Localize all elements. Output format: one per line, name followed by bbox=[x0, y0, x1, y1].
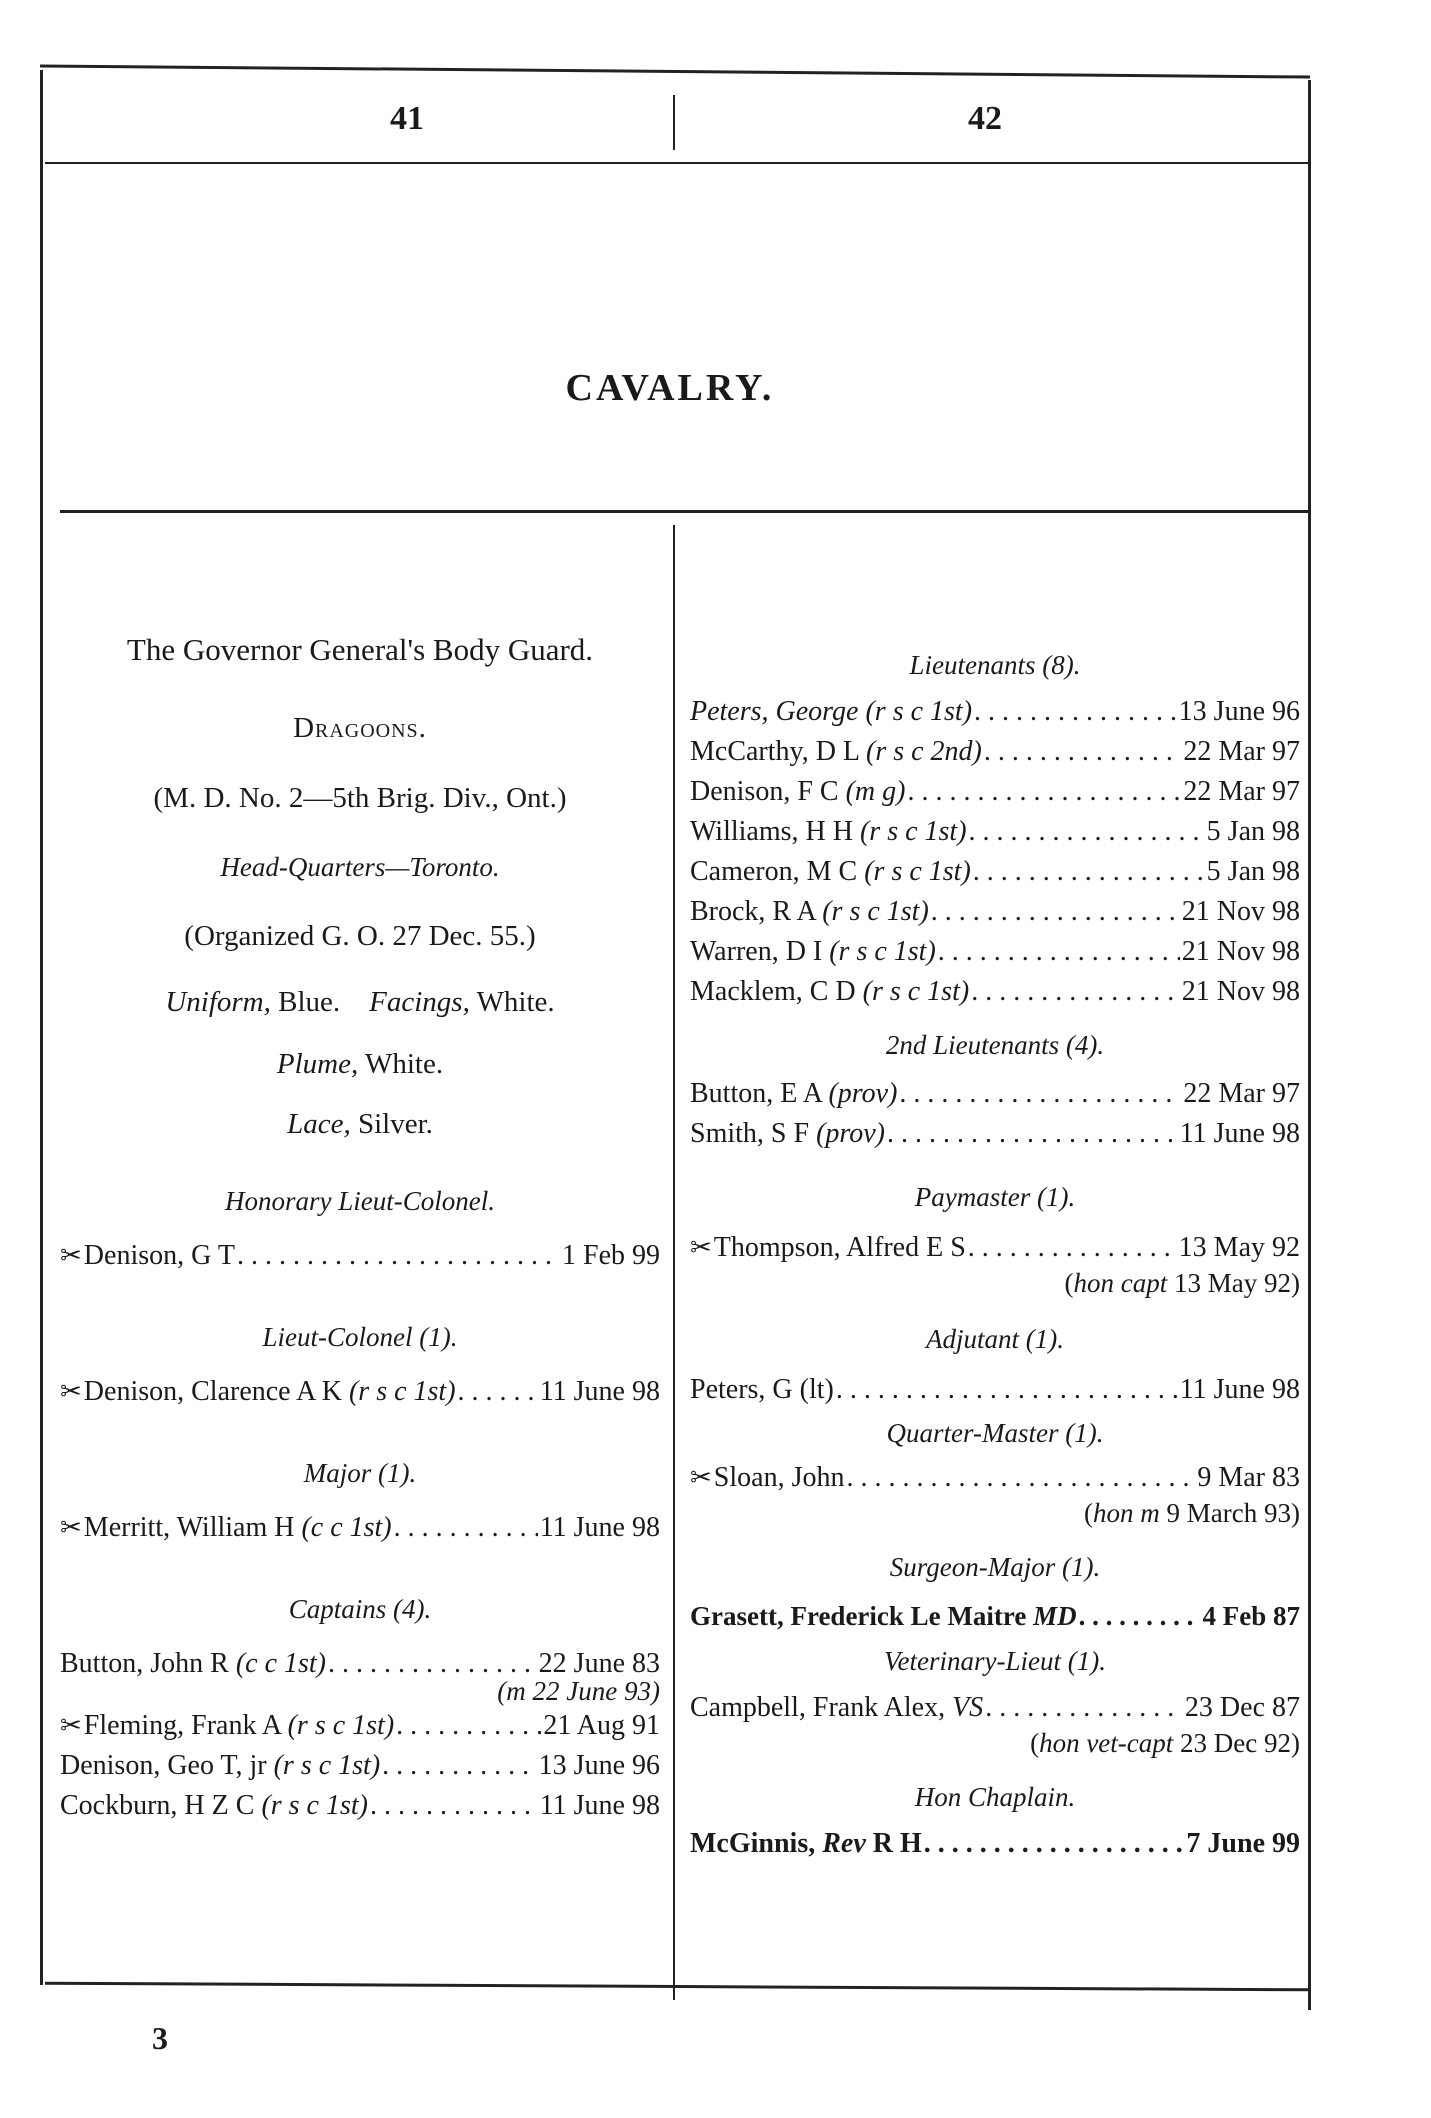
entry-date: 23 Dec 87 bbox=[1184, 1692, 1300, 1723]
entry-row bbox=[60, 1746, 660, 1786]
paymaster-heading: Paymaster (1). bbox=[914, 1182, 1076, 1212]
entry-row bbox=[690, 1688, 1300, 1728]
leader-dots bbox=[836, 1370, 1178, 1410]
entry-date: 22 Mar 97 bbox=[1183, 776, 1300, 807]
entry-name: Warren, D I (r s c 1st) bbox=[690, 936, 936, 967]
scissors-icon: ✂ bbox=[60, 1241, 82, 1270]
entry-name: Button, E A (prov) bbox=[690, 1078, 898, 1109]
entry-name: Denison, Geo T, jr (r s c 1st) bbox=[60, 1750, 381, 1781]
leader-dots bbox=[458, 1372, 538, 1412]
entry-date: 7 June 99 bbox=[1186, 1828, 1300, 1859]
entry-name: Cockburn, H Z C (r s c 1st) bbox=[60, 1790, 368, 1821]
leader-dots bbox=[370, 1786, 538, 1826]
entry-row bbox=[690, 772, 1300, 812]
scissors-icon: ✂ bbox=[60, 1711, 82, 1740]
captains-heading: Captains (4). bbox=[288, 1594, 432, 1624]
entry-name: ✂Thompson, Alfred E S bbox=[690, 1232, 966, 1263]
entry-name: ✂Merritt, William H (c c 1st) bbox=[60, 1512, 392, 1543]
entry-row bbox=[690, 1370, 1300, 1410]
entry-name: Denison, F C (m g) bbox=[690, 776, 906, 807]
entry-name: ✂Fleming, Frank A (r s c 1st) bbox=[60, 1710, 395, 1741]
entry-row bbox=[690, 812, 1300, 852]
lace-label: Lace, bbox=[287, 1108, 351, 1140]
page-number-left: 41 bbox=[390, 100, 424, 137]
entry-row bbox=[60, 1508, 660, 1548]
entry-row bbox=[690, 972, 1300, 1012]
leader-dots bbox=[887, 1114, 1178, 1154]
chaplain-heading: Hon Chaplain. bbox=[914, 1782, 1076, 1812]
district: (M. D. No. 2—5th Brig. Div., Ont.) bbox=[153, 782, 567, 814]
entry-name: Button, John R (c c 1st) bbox=[60, 1648, 326, 1679]
entry-name: Peters, George (r s c 1st) bbox=[690, 696, 973, 727]
entry-row bbox=[690, 692, 1300, 732]
plume-label: Plume, bbox=[276, 1048, 359, 1080]
entry-name: Cameron, M C (r s c 1st) bbox=[690, 856, 971, 887]
plume-value: White. bbox=[364, 1048, 444, 1080]
entry-row bbox=[690, 1596, 1300, 1636]
facings-value: White. bbox=[476, 986, 555, 1018]
entry-row bbox=[690, 732, 1300, 772]
leader-dots bbox=[394, 1508, 538, 1548]
entry-name: ✂Sloan, John bbox=[690, 1462, 845, 1493]
uniform-label: Uniform, bbox=[165, 986, 271, 1018]
frame-left-rule bbox=[40, 70, 43, 1985]
section-title: CAVALRY. bbox=[565, 367, 775, 409]
adjutant-heading: Adjutant (1). bbox=[926, 1324, 1064, 1354]
entry-row bbox=[690, 1074, 1300, 1114]
entry-date: 13 June 96 bbox=[1178, 696, 1300, 727]
entry-date: 11 June 98 bbox=[1179, 1118, 1300, 1149]
entry-name: Smith, S F (prov) bbox=[690, 1118, 885, 1149]
lace-line bbox=[60, 1106, 660, 1142]
leader-dots bbox=[968, 1228, 1177, 1268]
leader-dots bbox=[985, 1688, 1183, 1728]
entry-note: (hon vet-capt 23 Dec 92) bbox=[1030, 1728, 1300, 1758]
entry-date: 22 Mar 97 bbox=[1183, 1078, 1300, 1109]
surgeon-heading: Surgeon-Major (1). bbox=[889, 1552, 1101, 1582]
entry-date: 11 June 98 bbox=[539, 1376, 660, 1407]
leader-dots bbox=[907, 772, 1181, 812]
quartermaster-heading: Quarter-Master (1). bbox=[886, 1418, 1104, 1448]
right-column bbox=[690, 648, 1300, 1864]
entry-row bbox=[690, 932, 1300, 972]
lace-value: Silver. bbox=[357, 1108, 433, 1140]
headquarters: Head-Quarters—Toronto. bbox=[220, 852, 500, 882]
entry-date: 9 Mar 83 bbox=[1197, 1462, 1300, 1493]
entry-row bbox=[690, 1114, 1300, 1154]
lieutenants-heading: Lieutenants (8). bbox=[909, 650, 1081, 680]
entry-row bbox=[690, 1824, 1300, 1864]
leader-dots bbox=[931, 892, 1180, 932]
leader-dots bbox=[973, 852, 1205, 892]
entry-date: 22 June 83 bbox=[538, 1648, 660, 1679]
leader-dots bbox=[974, 692, 1177, 732]
entry-note: (m 22 June 93) bbox=[497, 1676, 660, 1706]
leader-dots bbox=[899, 1074, 1181, 1114]
unit-name: The Governor General's Body Guard. bbox=[126, 632, 594, 667]
entry-name: McGinnis, Rev R H bbox=[690, 1828, 922, 1859]
uniform-value: Blue. bbox=[278, 986, 341, 1018]
entry-name: ✂Denison, G T bbox=[60, 1240, 235, 1271]
entry-date: 11 June 98 bbox=[539, 1790, 660, 1821]
leader-dots bbox=[237, 1236, 560, 1276]
entry-row bbox=[60, 1786, 660, 1826]
leader-dots bbox=[924, 1824, 1185, 1864]
veterinary-heading: Veterinary-Lieut (1). bbox=[884, 1646, 1106, 1676]
facings-label: Facings, bbox=[369, 986, 470, 1018]
entry-note: (hon m 9 March 93) bbox=[1084, 1498, 1300, 1528]
entry-date: 11 June 98 bbox=[539, 1512, 660, 1543]
entry-date: 21 Nov 98 bbox=[1181, 976, 1300, 1007]
entry-date: 11 June 98 bbox=[1179, 1374, 1300, 1405]
entry-date: 21 Nov 98 bbox=[1181, 936, 1300, 967]
page-number-right: 42 bbox=[968, 100, 1002, 137]
entry-name: Campbell, Frank Alex, VS bbox=[690, 1692, 984, 1723]
major-heading: Major (1). bbox=[303, 1458, 417, 1488]
entry-date: 13 June 96 bbox=[538, 1750, 660, 1781]
entry-name: Macklem, C D (r s c 1st) bbox=[690, 976, 970, 1007]
column-divider bbox=[673, 525, 675, 2000]
scissors-icon: ✂ bbox=[690, 1463, 712, 1492]
entry-row bbox=[60, 1236, 660, 1276]
plume-line bbox=[60, 1046, 660, 1082]
second-lieutenants-heading: 2nd Lieutenants (4). bbox=[885, 1030, 1105, 1060]
entry-row bbox=[690, 852, 1300, 892]
honorary-heading: Honorary Lieut-Colonel. bbox=[225, 1186, 495, 1216]
entry-name: McCarthy, D L (r s c 2nd) bbox=[690, 736, 982, 767]
frame-top-rule bbox=[40, 64, 1310, 78]
entry-date: 21 Nov 98 bbox=[1181, 896, 1300, 927]
leader-dots bbox=[984, 732, 1181, 772]
entry-date: 22 Mar 97 bbox=[1183, 736, 1300, 767]
bottom-rule bbox=[45, 1982, 1310, 1992]
scissors-icon: ✂ bbox=[690, 1233, 712, 1262]
entry-row bbox=[690, 1458, 1300, 1498]
entry-name: Brock, R A (r s c 1st) bbox=[690, 896, 929, 927]
title-rule bbox=[60, 510, 1310, 513]
unit-type: Dragoons. bbox=[293, 712, 427, 744]
leader-dots bbox=[846, 1458, 1195, 1498]
entry-date: 1 Feb 99 bbox=[562, 1240, 660, 1271]
leader-dots bbox=[1079, 1596, 1201, 1636]
header-divider bbox=[673, 95, 675, 150]
entry-date: 5 Jan 98 bbox=[1206, 816, 1300, 847]
leader-dots bbox=[969, 812, 1205, 852]
scissors-icon: ✂ bbox=[60, 1377, 82, 1406]
entry-row bbox=[60, 1706, 660, 1746]
left-column bbox=[60, 632, 660, 1826]
entry-date: 4 Feb 87 bbox=[1202, 1601, 1300, 1631]
uniform-line bbox=[60, 984, 660, 1020]
entry-row bbox=[690, 1228, 1300, 1268]
entry-date: 5 Jan 98 bbox=[1206, 856, 1300, 887]
entry-date: 21 Aug 91 bbox=[543, 1710, 660, 1741]
entry-note: (hon capt 13 May 92) bbox=[1064, 1268, 1300, 1298]
leader-dots bbox=[971, 972, 1180, 1012]
frame-right-rule bbox=[1308, 80, 1311, 2010]
entry-name: Williams, H H (r s c 1st) bbox=[690, 816, 967, 847]
leader-dots bbox=[382, 1746, 537, 1786]
header-rule bbox=[45, 162, 1310, 164]
entry-date: 13 May 92 bbox=[1178, 1232, 1300, 1263]
organized: (Organized G. O. 27 Dec. 55.) bbox=[184, 920, 536, 952]
scissors-icon: ✂ bbox=[60, 1513, 82, 1542]
entry-row bbox=[60, 1372, 660, 1412]
entry-row bbox=[690, 892, 1300, 932]
entry-name: Peters, G (lt) bbox=[690, 1374, 834, 1405]
entry-name: ✂Denison, Clarence A K (r s c 1st) bbox=[60, 1376, 456, 1407]
entry-name: Grasett, Frederick Le Maitre MD bbox=[690, 1601, 1077, 1631]
leader-dots bbox=[396, 1706, 541, 1746]
leader-dots bbox=[938, 932, 1180, 972]
footer-number: 3 bbox=[152, 2020, 168, 2056]
lieut-colonel-heading: Lieut-Colonel (1). bbox=[262, 1322, 458, 1352]
